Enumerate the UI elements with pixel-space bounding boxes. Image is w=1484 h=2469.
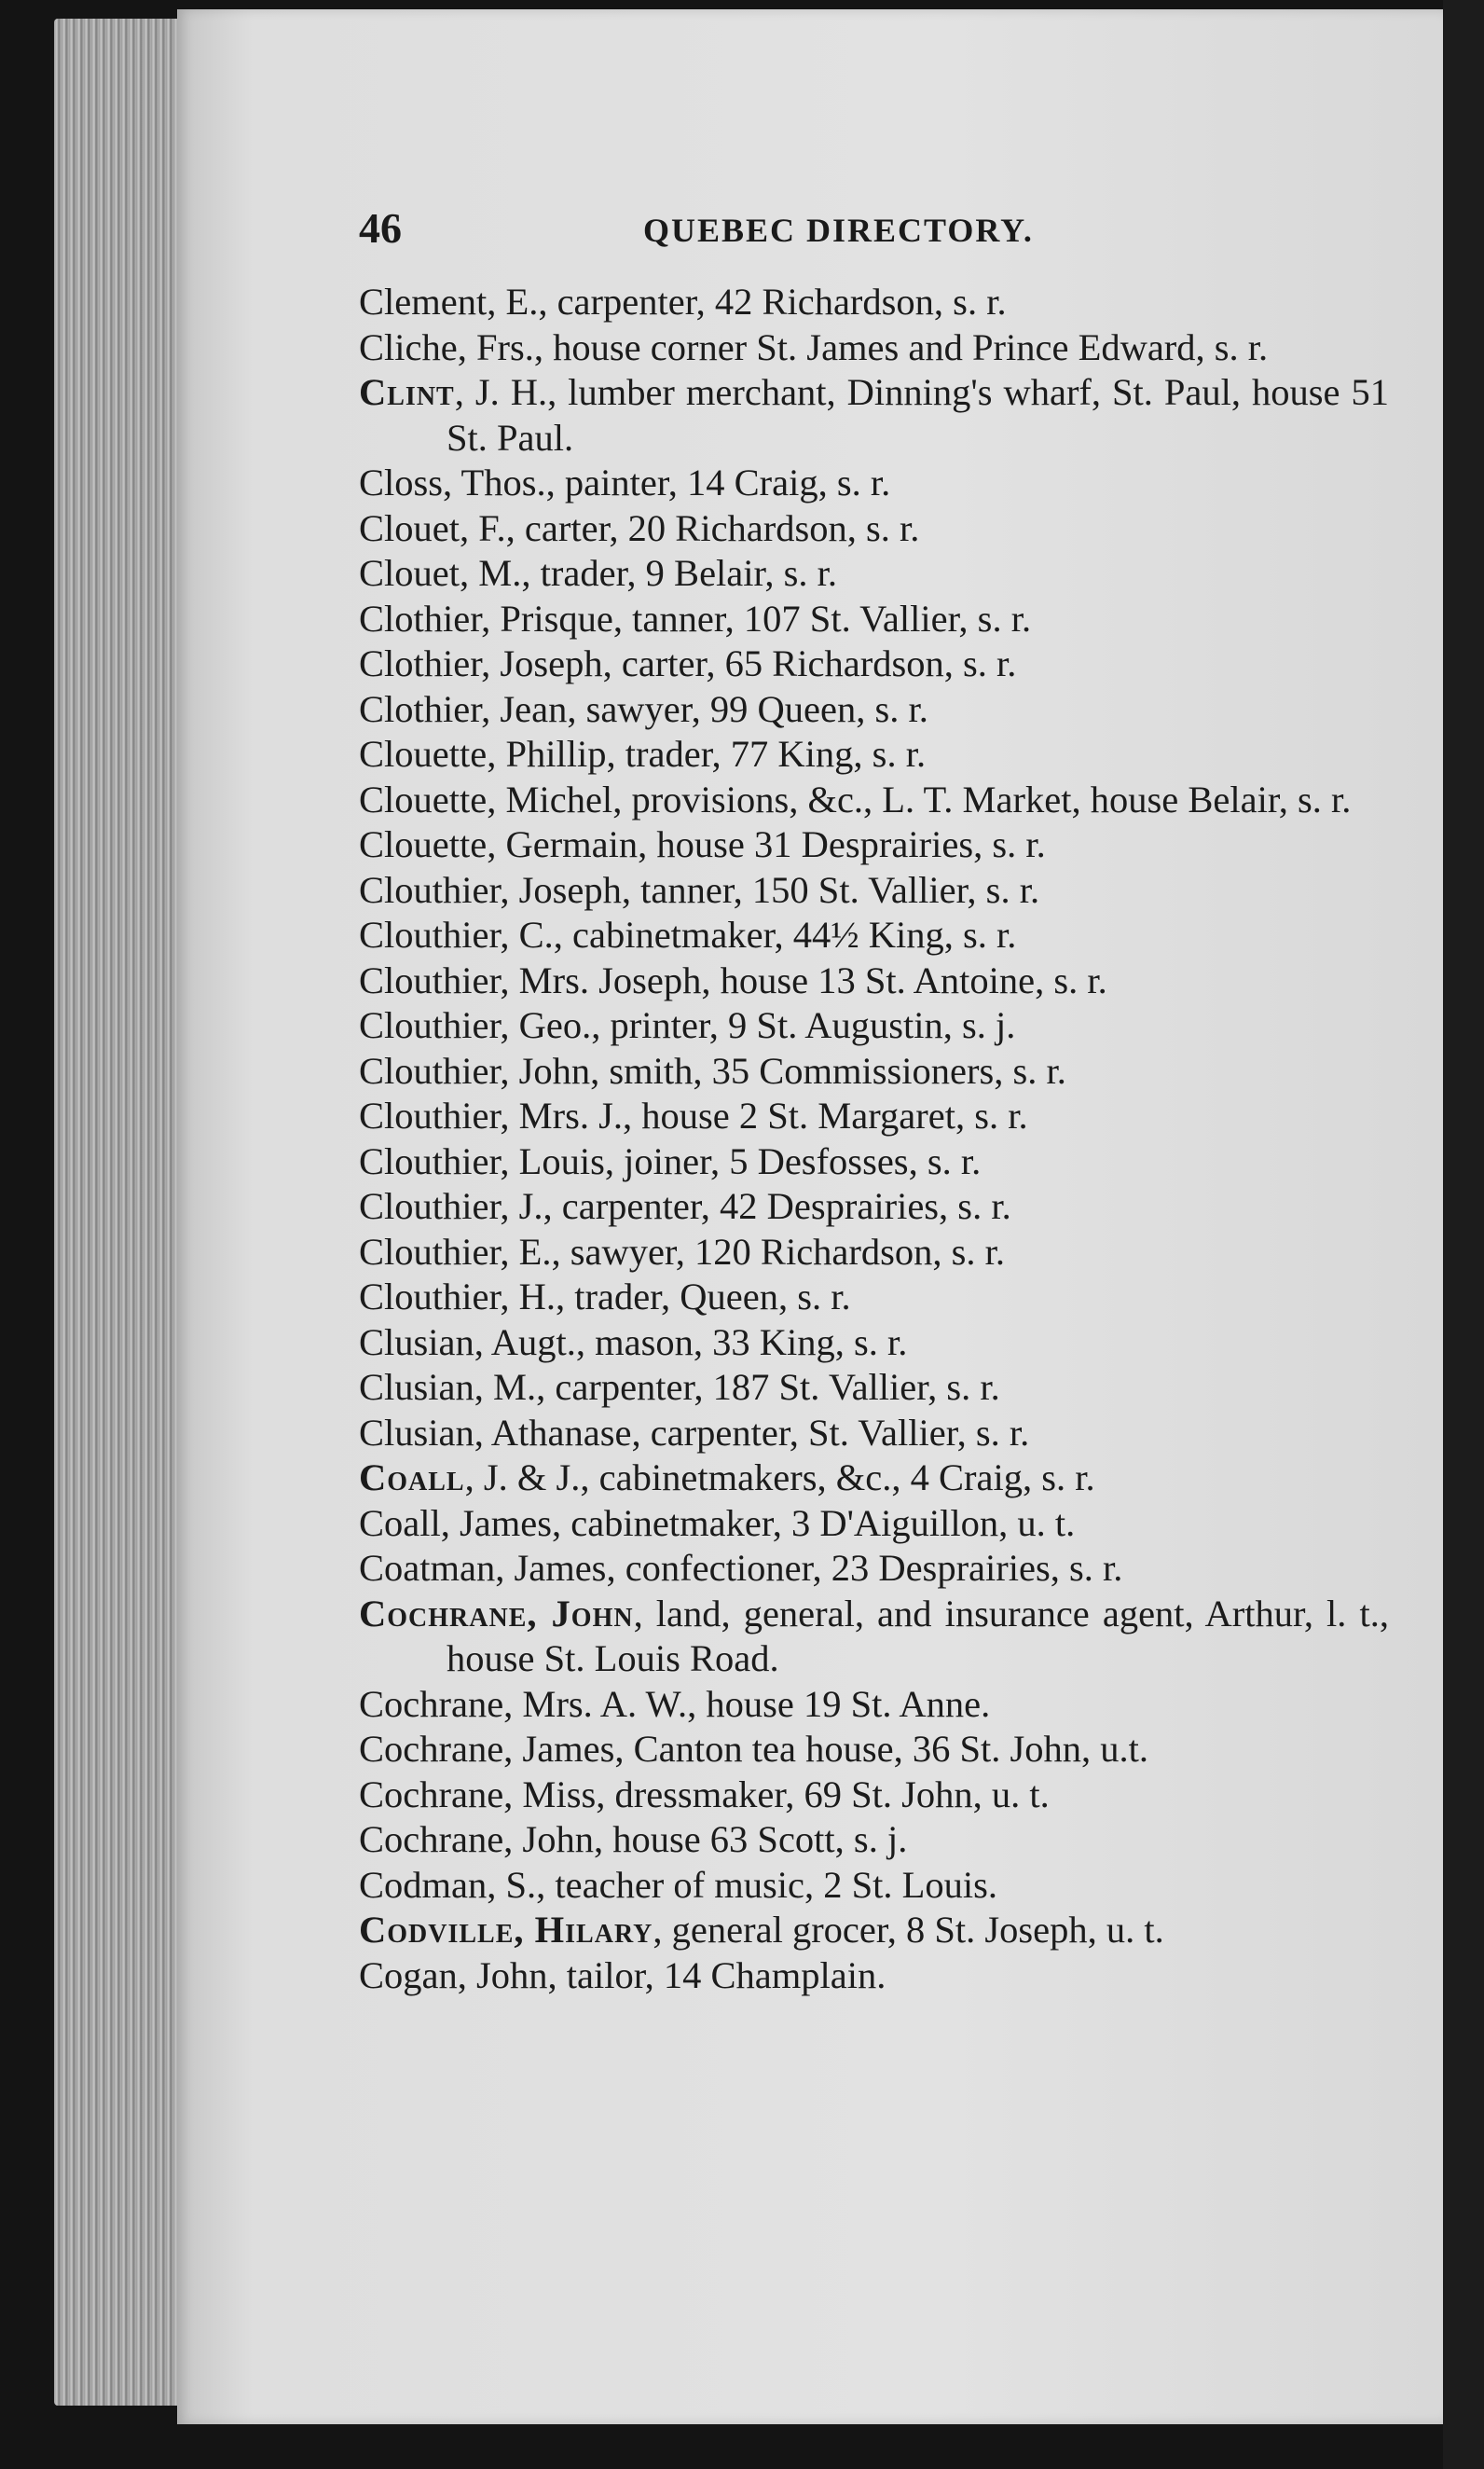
- page-header: [359, 203, 1389, 259]
- directory-entry: Clouette, Michel, provisions, &c., L. T. Market, house Belair, s. r.: [359, 778, 1352, 821]
- directory-entry: Cliche, Frs., house corner St. James and Prince Edward, s. r.: [359, 325, 1269, 368]
- directory-entry: Clouet, M., trader, 9 Belair, s. r.: [359, 552, 838, 594]
- book-page-edges: [54, 19, 194, 2406]
- directory-entry: Clouthier, C., cabinetmaker, 44½ King, s. r.: [359, 914, 1017, 956]
- directory-entry: Clothier, Joseph, carter, 65 Richardson, s. r.: [359, 642, 1017, 684]
- directory-entry: Clouthier, H., trader, Queen, s. r.: [359, 1276, 851, 1317]
- directory-entry: Clouthier, Louis, joiner, 5 Desfosses, s. r.: [359, 1139, 982, 1182]
- directory-entry: Clement, E., carpenter, 42 Richardson, s. r.: [359, 281, 1007, 323]
- directory-entry: Codman, S., teacher of music, 2 St. Louis.: [359, 1863, 998, 1906]
- directory-entry: Clouet, F., carter, 20 Richardson, s. r.: [359, 506, 920, 549]
- directory-entry: Cochrane, Miss, dressmaker, 69 St. John, u. t.: [359, 1772, 1050, 1815]
- directory-entry: Coall, J. & J., cabinetmakers, &c., 4 Craig, s. r.: [359, 1456, 1095, 1498]
- directory-entry: Cogan, John, tailor, 14 Champlain.: [359, 1953, 886, 1996]
- directory-entry: Cochrane, John, house 63 Scott, s. j.: [359, 1818, 908, 1860]
- directory-entry: Clouette, Germain, house 31 Desprairies, s. r.: [359, 823, 1046, 865]
- running-title: QUEBEC DIRECTORY.: [643, 212, 1034, 249]
- directory-entry: Coatman, James, confectioner, 23 Desprairies, s. r.: [359, 1547, 1123, 1589]
- right-margin-shadow: [1443, 0, 1484, 2469]
- directory-entry: Closs, Thos., painter, 14 Craig, s. r.: [359, 462, 891, 503]
- directory-entry: Cochrane, Mrs. A. W., house 19 St. Anne.: [359, 1682, 991, 1725]
- directory-entry: Clouthier, J., carpenter, 42 Desprairies, s. r.: [359, 1185, 1011, 1227]
- directory-entry: Clouthier, Mrs. Joseph, house 13 St. Antoine, s. r.: [359, 959, 1107, 1001]
- directory-entry: Clusian, Augt., mason, 33 King, s. r.: [359, 1320, 908, 1363]
- directory-entry: Clouette, Phillip, trader, 77 King, s. r.: [359, 733, 927, 775]
- directory-entries: [359, 280, 1389, 1998]
- directory-entry: Clothier, Prisque, tanner, 107 St. Vallier, s. r.: [359, 597, 1032, 640]
- directory-entry: Clouthier, Joseph, tanner, 150 St. Vallier, s. r.: [359, 868, 1040, 911]
- directory-entry: Clouthier, John, smith, 35 Commissioners, s. r.: [359, 1049, 1066, 1092]
- directory-entry: Clusian, M., carpenter, 187 St. Vallier, s. r.: [359, 1366, 1000, 1408]
- directory-entry: Cochrane, John, land, general, and insurance agent, Arthur, l. t., house St. Louis Road.: [359, 1592, 1389, 1679]
- page-number: 46: [359, 204, 402, 252]
- directory-entry: Clouthier, Mrs. J., house 2 St. Margaret, s. r.: [359, 1095, 1028, 1137]
- directory-entry: Clothier, Jean, sawyer, 99 Queen, s. r.: [359, 687, 928, 730]
- directory-entry: Clusian, Athanase, carpenter, St. Vallier, s. r.: [359, 1411, 1030, 1454]
- directory-entry: Cochrane, James, Canton tea house, 36 St. John, u.t.: [359, 1728, 1148, 1770]
- directory-entry: Clint, J. H., lumber merchant, Dinning's wharf, St. Paul, house 51 St. Paul.: [359, 371, 1389, 459]
- directory-entry: Coall, James, cabinetmaker, 3 D'Aiguillon, u. t.: [359, 1501, 1076, 1544]
- directory-entry: Clouthier, E., sawyer, 120 Richardson, s. r.: [359, 1230, 1006, 1273]
- directory-entry: Clouthier, Geo., printer, 9 St. Augustin, s. j.: [359, 1004, 1016, 1046]
- directory-entry: Codville, Hilary, general grocer, 8 St. Joseph, u. t.: [359, 1909, 1164, 1951]
